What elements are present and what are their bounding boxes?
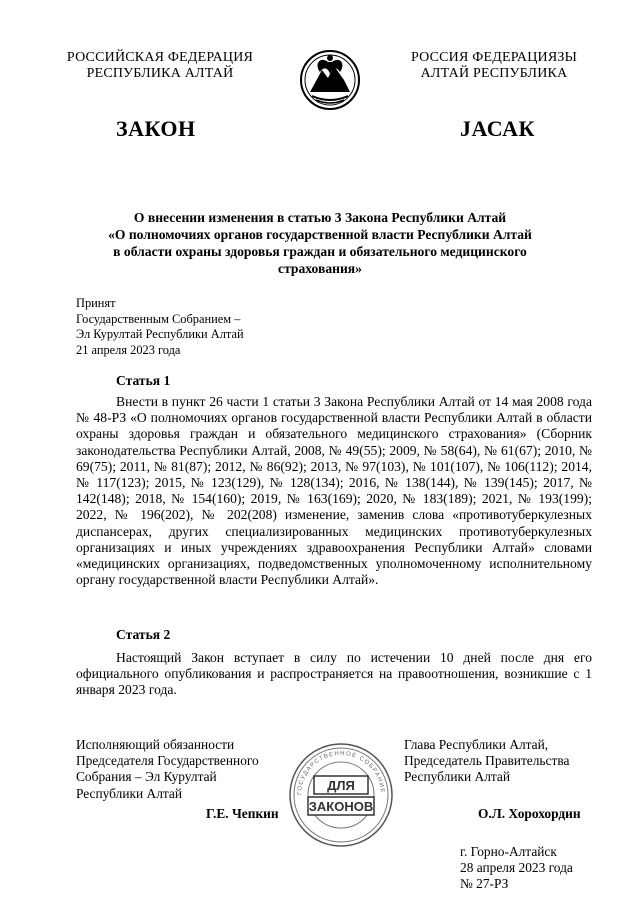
law-title bbox=[70, 209, 570, 277]
header-right-line2: АЛТАЙ РЕСПУБЛИКА bbox=[420, 66, 568, 81]
footer-block bbox=[460, 844, 573, 893]
header-right-line1: РОССИЯ ФЕДЕРАЦИЯЗЫ bbox=[410, 50, 578, 65]
stamp-line2: ЗАКОНОВ bbox=[308, 799, 374, 814]
header-right bbox=[374, 50, 614, 82]
doc-type-left: ЗАКОН bbox=[116, 116, 196, 141]
article2-body bbox=[76, 650, 592, 699]
signature-right-name: О.Л. Хорохордин bbox=[478, 806, 581, 821]
signature-left-name: Г.Е. Чепкин bbox=[206, 806, 279, 821]
header-left-line1: РОССИЙСКАЯ ФЕДЕРАЦИЯ bbox=[66, 50, 254, 65]
adoption-line2: Государственным Собранием – bbox=[76, 311, 241, 326]
signature-left-line4: Республики Алтай bbox=[76, 785, 183, 801]
signature-right-line2: Председатель Правительства bbox=[404, 753, 570, 769]
law-title-line3: в области охраны здоровья граждан и обязательного медицинского bbox=[113, 244, 527, 259]
adoption-line4: 21 апреля 2023 года bbox=[76, 342, 181, 357]
signature-left-block bbox=[76, 737, 259, 802]
adoption-info bbox=[76, 296, 244, 358]
article1-heading: Статья 1 bbox=[116, 373, 171, 388]
law-title-line2: «О полномочиях органов государственной власти Республики Алтай bbox=[108, 227, 532, 242]
signature-right-block bbox=[404, 737, 569, 786]
law-title-line1: О внесении изменения в статью 3 Закона Республики Алтай bbox=[133, 210, 507, 225]
signature-left-line1: Исполняющий обязанности bbox=[76, 737, 235, 752]
signature-left-line2: Председателя Государственного bbox=[76, 753, 259, 769]
article2-heading: Статья 2 bbox=[116, 627, 171, 642]
signature-right-line1: Глава Республики Алтай, bbox=[404, 737, 549, 752]
signature-left-line3: Собрания – Эл Курултай bbox=[76, 769, 217, 785]
coat-of-arms-emblem bbox=[298, 44, 362, 116]
adoption-line3: Эл Курултай Республики Алтай bbox=[76, 327, 244, 341]
signature-right-line3: Республики Алтай bbox=[404, 769, 511, 785]
law-title-line4: страхования» bbox=[278, 261, 362, 276]
adoption-line1: Принят bbox=[76, 296, 116, 310]
footer-number: № 27-РЗ bbox=[460, 876, 509, 892]
article1-body bbox=[76, 394, 592, 588]
doc-type-right: ЈАСАК bbox=[460, 116, 535, 141]
stamp-line1: ДЛЯ bbox=[327, 778, 355, 793]
official-stamp bbox=[288, 742, 394, 848]
article2-text: Настоящий Закон вступает в силу по истечении 10 дней после дня его официального опубликования и распространяется на правоотношения, возникшие с 1 января 2023 года. bbox=[76, 650, 592, 698]
stamp-ring-text: ГОСУДАРСТВЕННОЕ СОБРАНИЕ bbox=[296, 750, 386, 796]
article1-text: Внести в пункт 26 части 1 статьи 3 Закона Республики Алтай от 14 мая 2008 года № 48-РЗ «О полномочиях органов государственной власти Республики Алтай в области охраны здоровья граждан и обязательного медицинского страхования» (Сборник законодательства Республики Алтай, 2008, № 49(55); 2009, № 58(64), № 61(67); 2010, № 69(75); 2011, № 81(87); 2012, № 86(92); 2013, № 97(103), № 101(107), № 106(112); 2014, № 117(123); 2015, № 123(129), № 128(134); 2016, № 138(144), № 139(145); 2017, № 142(148); 2018, № 154(160); 2019, № 163(169); 2020, № 183(189); 2021, № 193(199); 2022, № 196(202), № 202(208) изменение, заменив слова «противотуберкулезных диспансерах, других специализированных медицинских противотуберкулезных организациях и иных учреждениях здравоохранения Республики Алтай» словами «медицинских организациях, подведомственных уполномоченному исполнительному органу государственной власти Республики Алтай». bbox=[76, 394, 592, 588]
header-left-line2: РЕСПУБЛИКА АЛТАЙ bbox=[86, 66, 234, 81]
footer-place: г. Горно-Алтайск bbox=[460, 844, 557, 859]
header-left bbox=[40, 50, 280, 82]
footer-date: 28 апреля 2023 года bbox=[460, 860, 573, 876]
